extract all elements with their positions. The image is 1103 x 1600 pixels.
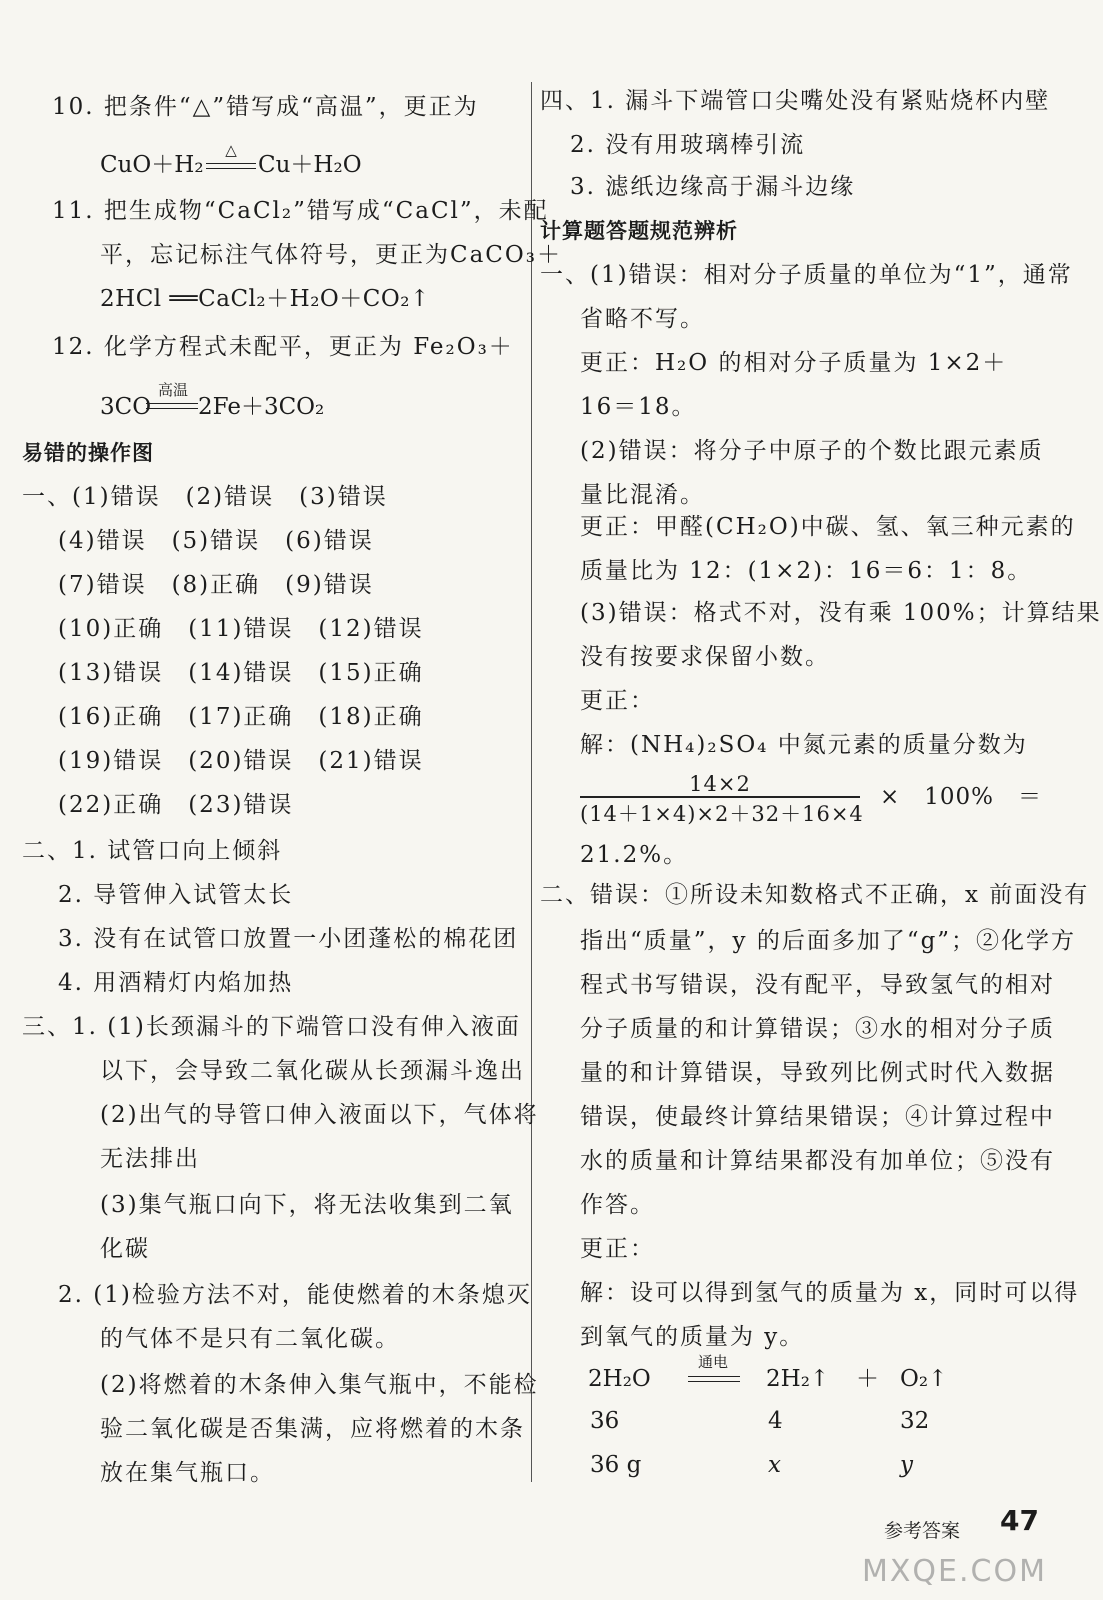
eq10-right: Cu＋H₂O [258,152,362,178]
ratio-cell: 4 [768,1408,783,1434]
reactant: 2H₂O [588,1366,651,1392]
reaction-condition: 通电 [697,1353,728,1371]
left-item: (2)出气的导管口伸入液面以下，气体将 [100,1102,539,1128]
right-item: (2)错误：将分子中原子的个数比跟元素质 [580,438,1044,464]
q12-line1: 12. 化学方程式未配平，更正为 Fe₂O₃＋ [52,334,514,360]
left-item: 三、1. (1)长颈漏斗的下端管口没有伸入液面 [22,1014,521,1040]
right-item: 一、(1)错误：相对分子质量的单位为“1”，通常 [540,262,1073,288]
right-item: 分子质量的和计算错误；③水的相对分子质 [580,1016,1055,1042]
left-item: 3. 没有在试管口放置一小团蓬松的棉花团 [58,926,519,952]
reaction-equals [688,1376,740,1382]
ratio-cell: 36 [590,1408,620,1434]
ratio-cell: x [768,1452,781,1478]
left-item: 二、1. 试管口向上倾斜 [22,838,283,864]
plus-sign: ＋ [856,1366,879,1392]
eq12-equals [146,403,198,409]
left-item: 2. 导管伸入试管太长 [58,882,294,908]
section-heading-calculation: 计算题答题规范辨析 [540,219,738,243]
fraction-numerator: 14×2 [689,772,751,796]
right-item: 21.2%。 [580,842,689,868]
left-item: (2)将燃着的木条伸入集气瓶中，不能检 [100,1372,539,1398]
left-item: 验二氧化碳是否集满，应将燃着的木条 [100,1416,525,1442]
column-divider [531,82,532,1482]
right-item: 16＝18。 [580,394,697,420]
right-item-top: 3. 滤纸边缘高于漏斗边缘 [570,174,856,200]
eq10-equals [206,163,256,169]
right-item: 解：(NH₄)₂SO₄ 中氮元素的质量分数为 [580,732,1028,758]
left-item: 2. (1)检验方法不对，能使燃着的木条熄灭 [58,1282,532,1308]
left-item: 4. 用酒精灯内焰加热 [58,970,294,996]
left-item: (13)错误 (14)错误 (15)正确 [58,660,424,686]
right-item: 解：设可以得到氢气的质量为 x，同时可以得 [580,1280,1080,1306]
left-item: 以下，会导致二氧化碳从长颈漏斗逸出 [100,1058,525,1084]
ratio-cell: 36 g [590,1452,642,1478]
left-item: 一、(1)错误 (2)错误 (3)错误 [22,484,388,510]
fraction-suffix: × 100% ＝ [880,784,1043,810]
right-item: 量比混淆。 [580,482,705,508]
left-item: (22)正确 (23)错误 [58,792,294,818]
right-item: 二、错误：①所设未知数格式不正确，x 前面没有 [540,882,1090,908]
left-item: (10)正确 (11)错误 (12)错误 [58,616,424,642]
q11-line1: 11. 把生成物“CaCl₂”错写成“CaCl”，未配 [52,198,549,224]
right-item-top: 2. 没有用玻璃棒引流 [570,132,806,158]
right-item-top: 四、1. 漏斗下端管口尖嘴处没有紧贴烧杯内壁 [540,88,1051,114]
left-item: (4)错误 (5)错误 (6)错误 [58,528,374,554]
right-item: 错误，使最终计算结果错误；④计算过程中 [580,1104,1055,1130]
footer-label: 参考答案 [884,1520,961,1542]
watermark-text: MXQE.COM [862,1554,1047,1589]
left-item: 无法排出 [100,1146,200,1172]
right-item: 到氧气的质量为 y。 [580,1324,805,1350]
right-item: 更正：甲醛(CH₂O)中碳、氢、氧三种元素的 [580,514,1076,540]
eq10-left: CuO＋H₂ [100,152,204,178]
right-item: 水的质量和计算结果都没有加单位；⑤没有 [580,1148,1055,1174]
eq12-condition: 高温 [157,381,188,399]
right-item: 量的和计算错误，导致列比例式时代入数据 [580,1060,1055,1086]
left-item: (3)集气瓶口向下，将无法收集到二氧 [100,1192,514,1218]
left-item: (16)正确 (17)正确 (18)正确 [58,704,424,730]
left-item: 化碳 [100,1236,150,1262]
right-item: 质量比为 12：(1×2)：16＝6：1：8。 [580,558,1033,584]
ratio-cell: 32 [900,1408,930,1434]
right-item: 程式书写错误，没有配平，导致氢气的相对 [580,972,1055,998]
eq12-right: 2Fe＋3CO₂ [198,394,325,420]
left-item: (19)错误 (20)错误 (21)错误 [58,748,424,774]
right-item: (3)错误：格式不对，没有乘 100%；计算结果 [580,600,1102,626]
left-item: 放在集气瓶口。 [100,1460,275,1486]
right-item: 作答。 [580,1192,655,1218]
q11-line3: 2HCl ══CaCl₂＋H₂O＋CO₂↑ [100,286,430,312]
right-item: 指出“质量”，y 的后面多加了“g”；②化学方 [580,928,1077,954]
page-number: 47 [1000,1504,1039,1537]
fraction-denominator: (14＋1×4)×2＋32＋16×4 [580,802,864,826]
right-item: 更正：H₂O 的相对分子质量为 1×2＋ [580,350,1008,376]
eq12-left: 3CO [100,394,152,420]
ratio-cell: y [900,1452,913,1478]
q11-line2: 平，忘记标注气体符号，更正为CaCO₃＋ [100,242,562,268]
right-item: 省略不写。 [580,306,705,332]
right-item: 更正： [580,1236,655,1262]
section-heading-operation: 易错的操作图 [22,441,154,465]
product-oxygen: O₂↑ [900,1366,948,1392]
q10-text: 10. 把条件“△”错写成“高温”，更正为 [52,94,479,120]
eq10-condition: △ [225,141,237,159]
left-item: 的气体不是只有二氧化碳。 [100,1326,400,1352]
left-item: (7)错误 (8)正确 (9)错误 [58,572,374,598]
right-item: 没有按要求保留小数。 [580,644,830,670]
right-item: 更正： [580,688,655,714]
product-hydrogen: 2H₂↑ [766,1366,830,1392]
